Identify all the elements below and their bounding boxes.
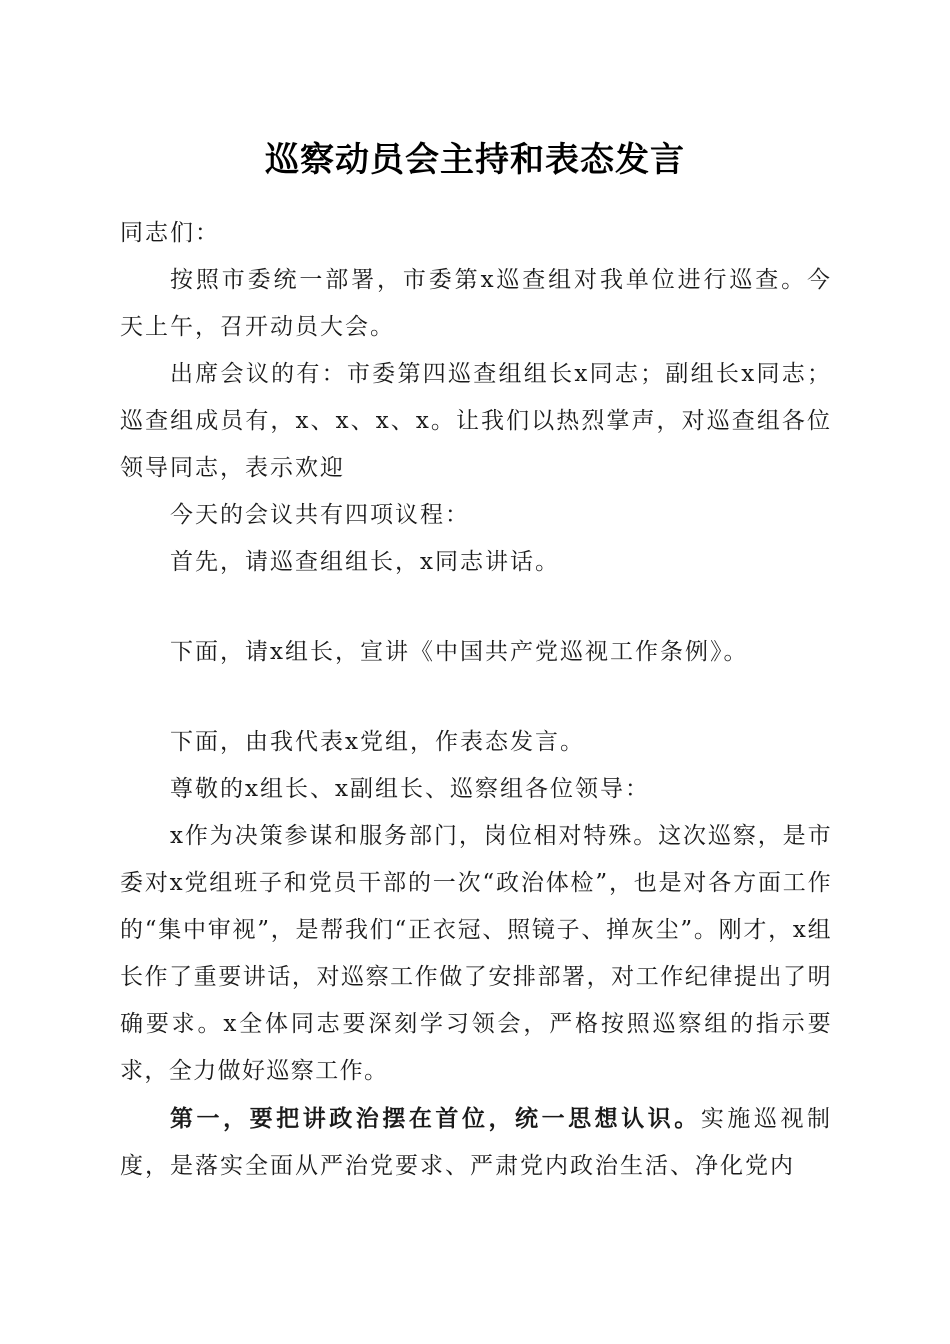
paragraph-statement: x作为决策参谋和服务部门，岗位相对特殊。这次巡察，是市委对x党组班子和党员干部的一次“政治体检”，也是对各方面工作的“集中审视”，是帮我们“正衣冠、照镜子、掸灰尘”。刚才，x组长作了重要讲话，对巡察工作做了安排部署，对工作纪律提出了明确要求。x全体同志要深刻学习领会，严格按照巡察组的指示要求，全力做好巡察工作。 — [120, 823, 832, 1084]
first-point-text: 实施巡视制度，是落实全面从严治党要求、严肃党内政治生活、净化党内 — [120, 1106, 833, 1179]
paragraph-agenda-first: 首先，请巡查组组长，x同志讲话。 — [170, 549, 560, 575]
salutation: 同志们： — [120, 220, 220, 246]
paragraph-arrangement: 按照市委统一部署，市委第x巡查组对我单位进行巡查。今天上午，召开动员大会。 — [120, 267, 832, 340]
paragraph-first-point — [120, 1095, 832, 1190]
paragraph-attendees: 出席会议的有：市委第四巡查组组长x同志；副组长x同志；巡查组成员有，x、x、x、x。让我们以热烈掌声，对巡查组各位领导同志，表示欢迎 — [120, 361, 832, 481]
document-body — [120, 210, 832, 1190]
paragraph-agenda-intro: 今天的会议共有四项议程： — [170, 502, 470, 528]
first-point-lead: 第一，要把讲政治摆在首位，统一思想认识。 — [170, 1105, 701, 1132]
document-title: 巡察动员会主持和表态发言 — [265, 140, 685, 180]
paragraph-agenda-second: 下面，请x组长，宣讲《中国共产党巡视工作条例》。 — [170, 639, 749, 665]
paragraph-address: 尊敬的x组长、x副组长、巡察组各位领导： — [170, 776, 650, 802]
paragraph-agenda-third: 下面，由我代表x党组，作表态发言。 — [170, 729, 585, 755]
